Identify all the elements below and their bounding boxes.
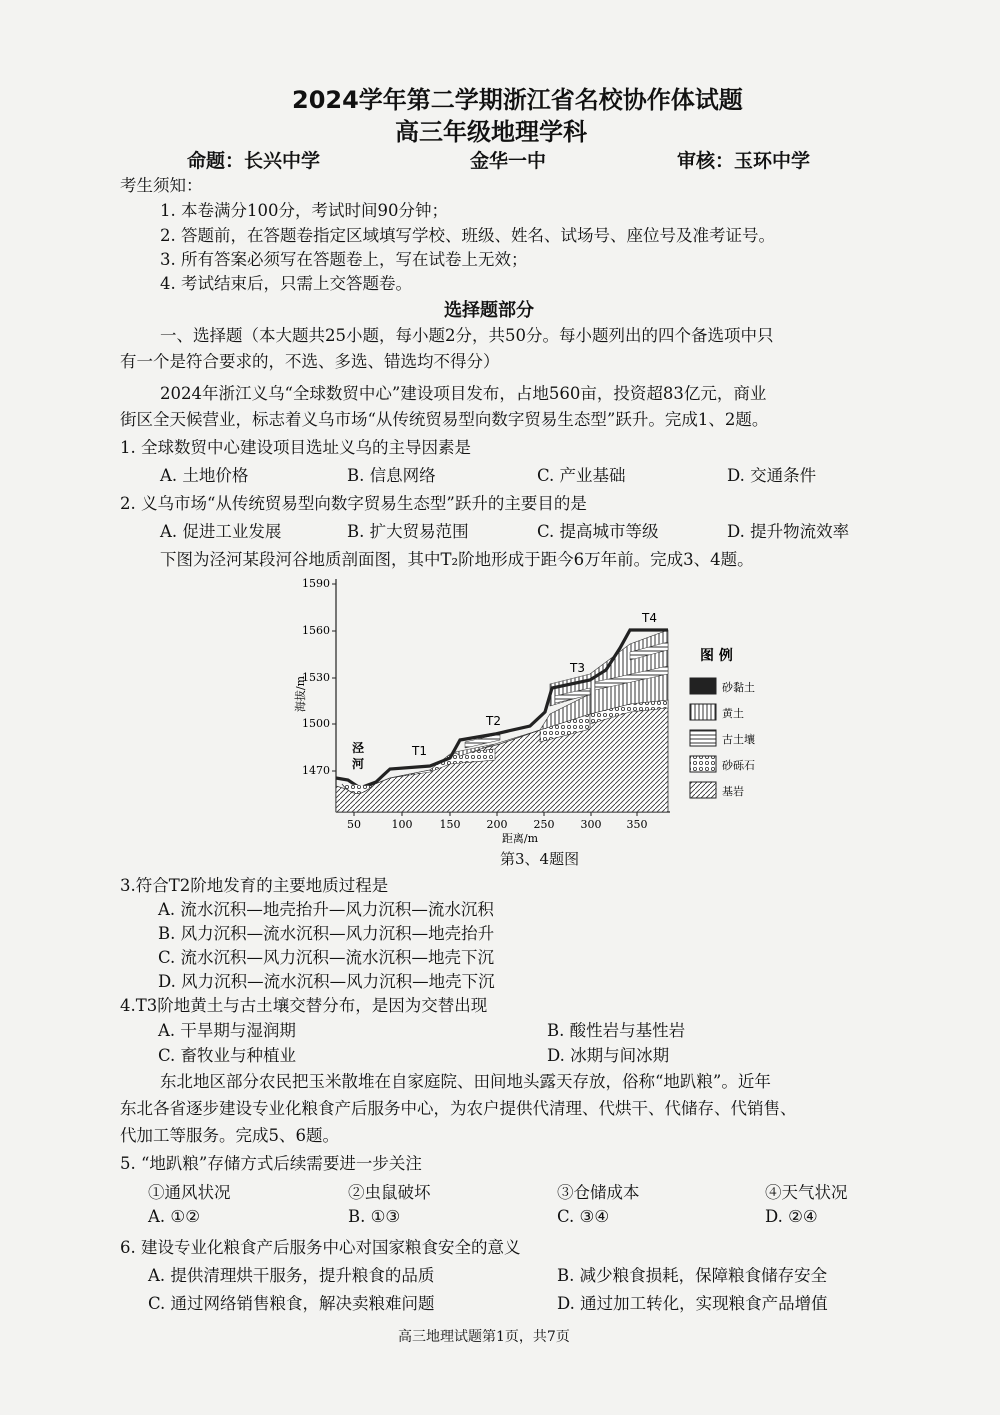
x-tick-label: 250 <box>533 818 555 831</box>
q2-option-b: B. 扩大贸易范围 <box>347 522 469 541</box>
y-tick-label: 1560 <box>302 624 330 637</box>
terrace-t3-label: T3 <box>570 661 585 675</box>
x-axis-label: 距离/m <box>501 832 539 845</box>
legend-label: 砂黏土 <box>722 681 755 694</box>
q6-option-c: C. 通过网络销售粮食，解决卖粮难问题 <box>148 1294 435 1313</box>
y-tick-label: 1530 <box>302 671 330 684</box>
y-tick-label: 1470 <box>302 764 330 777</box>
notice-item: 2. 答题前，在答题卷指定区域填写学校、班级、姓名、试场号、座位号及准考证号。 <box>160 226 775 245</box>
passage-1-line: 2024年浙江义乌“全球数贸中心”建设项目发布，占地560亩，投资超83亿元，商业 <box>160 384 767 403</box>
passage-2: 下图为泾河某段河谷地质剖面图，其中T₂阶地形成于距今6万年前。完成3、4题。 <box>160 550 754 569</box>
figure-caption: 第3、4题图 <box>500 850 580 868</box>
q5-item: ④天气状况 <box>765 1183 848 1202</box>
q6-option-a: A. 提供清理烘干服务，提升粮食的品质 <box>148 1266 435 1285</box>
q3-option-b: B. 风力沉积—流水沉积—风力沉积—地壳抬升 <box>158 924 495 943</box>
q2-option-d: D. 提升物流效率 <box>727 522 850 541</box>
terrace-t4-label: T4 <box>642 611 657 625</box>
q5-item: ①通风状况 <box>148 1183 231 1202</box>
x-tick-label: 200 <box>486 818 508 831</box>
q5-stem: 5. “地趴粮”存储方式后续需要进一步关注 <box>120 1154 422 1173</box>
passage-1-line: 街区全天候营业，标志着义乌市场“从传统贸易型向数字贸易生态型”跃升。完成1、2题。 <box>120 410 769 429</box>
legend <box>690 647 755 798</box>
legend-swatch-loess <box>690 704 716 720</box>
exam-title: 2024学年第二学期浙江省名校协作体试题 <box>292 86 743 114</box>
q5-item: ②虫鼠破坏 <box>348 1183 431 1202</box>
x-tick-label: 150 <box>439 818 461 831</box>
passage-3-line: 代加工等服务。完成5、6题。 <box>120 1126 339 1145</box>
terrace-t1-label: T1 <box>412 744 427 758</box>
q5-item: ③仓储成本 <box>557 1183 640 1202</box>
page-footer: 高三地理试题第1页，共7页 <box>398 1329 570 1345</box>
x-tick-label: 300 <box>580 818 602 831</box>
q6-option-b: B. 减少粮食损耗，保障粮食储存安全 <box>557 1266 828 1285</box>
x-tick-label: 100 <box>391 818 413 831</box>
q1-option-c: C. 产业基础 <box>537 466 626 485</box>
q3-option-c: C. 流水沉积—风力沉积—流水沉积—地壳下沉 <box>158 948 495 967</box>
legend-label: 砂砾石 <box>722 759 755 772</box>
notice-item: 1. 本卷满分100分，考试时间90分钟； <box>160 201 448 220</box>
q4-stem: 4.T3阶地黄土与古土壤交替分布，是因为交替出现 <box>120 996 488 1015</box>
author-2: 金华一中 <box>470 150 547 172</box>
notice-item: 3. 所有答案必须写在答题卷上，写在试卷上无效； <box>160 250 528 269</box>
passage-3-line: 东北地区部分农民把玉米散堆在自家庭院、田间地头露天存放，俗称“地趴粮”。近年 <box>160 1072 771 1091</box>
river-label: 河 <box>351 757 365 771</box>
legend-label: 基岩 <box>722 785 744 798</box>
q4-option-d: D. 冰期与间冰期 <box>547 1046 670 1065</box>
legend-swatch-bedrock <box>690 782 716 798</box>
q4-option-b: B. 酸性岩与基性岩 <box>547 1021 686 1040</box>
terrace-t2-label: T2 <box>486 714 501 728</box>
q3-option-a: A. 流水沉积—地壳抬升—风力沉积—流水沉积 <box>158 900 494 919</box>
q6-stem: 6. 建设专业化粮食产后服务中心对国家粮食安全的意义 <box>120 1238 521 1257</box>
x-tick-label: 350 <box>626 818 648 831</box>
legend-title: 图 例 <box>700 648 733 664</box>
section-desc: 有一个是符合要求的，不选、多选、错选均不得分） <box>120 352 500 371</box>
notice-heading: 考生须知： <box>120 176 203 195</box>
y-tick-label: 1500 <box>302 717 330 730</box>
q6-option-d: D. 通过加工转化，实现粮食产品增值 <box>557 1294 828 1313</box>
q4-option-c: C. 畜牧业与种植业 <box>158 1046 297 1065</box>
geologic-profile-figure <box>290 574 790 874</box>
q5-option-b: B. ①③ <box>348 1207 401 1226</box>
q2-option-a: A. 促进工业发展 <box>160 522 282 541</box>
legend-label: 古土壤 <box>722 733 755 746</box>
q4-option-a: A. 干旱期与湿润期 <box>158 1021 296 1040</box>
section-desc: 一、选择题（本大题共25小题，每小题2分，共50分。每小题列出的四个备选项中只 <box>160 326 774 345</box>
q1-stem: 1. 全球数贸中心建设项目选址义乌的主导因素是 <box>120 438 471 457</box>
legend-swatch-sandy-clay <box>690 678 716 694</box>
q1-option-b: B. 信息网络 <box>347 466 436 485</box>
q1-option-d: D. 交通条件 <box>727 466 817 485</box>
section-title: 选择题部分 <box>444 300 534 321</box>
exam-subtitle: 高三年级地理学科 <box>395 118 587 146</box>
notice-item: 4. 考试结束后，只需上交答题卷。 <box>160 274 412 293</box>
q2-stem: 2. 义乌市场“从传统贸易型向数字贸易生态型”跃升的主要目的是 <box>120 494 587 513</box>
legend-swatch-paleosol <box>690 730 716 746</box>
y-axis-label: 海拔/m <box>294 675 307 713</box>
q3-option-d: D. 风力沉积—流水沉积—风力沉积—地壳下沉 <box>158 972 495 991</box>
q5-option-a: A. ①② <box>148 1207 200 1226</box>
river-label: 泾 <box>351 741 365 755</box>
q5-option-d: D. ②④ <box>765 1207 818 1226</box>
reviewer: 审核：玉环中学 <box>677 150 811 172</box>
y-tick-label: 1590 <box>302 577 330 590</box>
author-1: 命题：长兴中学 <box>187 150 321 172</box>
q2-option-c: C. 提高城市等级 <box>537 522 659 541</box>
x-tick-label: 50 <box>347 818 361 831</box>
q5-option-c: C. ③④ <box>557 1207 610 1226</box>
passage-3-line: 东北各省逐步建设专业化粮食产后服务中心，为农户提供代清理、代烘干、代储存、代销售、 <box>120 1099 797 1118</box>
legend-label: 黄土 <box>722 707 744 720</box>
x-ticks <box>347 812 648 831</box>
y-ticks <box>302 577 336 777</box>
q1-option-a: A. 土地价格 <box>160 466 249 485</box>
bedrock-layer <box>336 700 668 812</box>
legend-swatch-gravel <box>690 756 716 772</box>
q3-stem: 3.符合T2阶地发育的主要地质过程是 <box>120 876 389 895</box>
